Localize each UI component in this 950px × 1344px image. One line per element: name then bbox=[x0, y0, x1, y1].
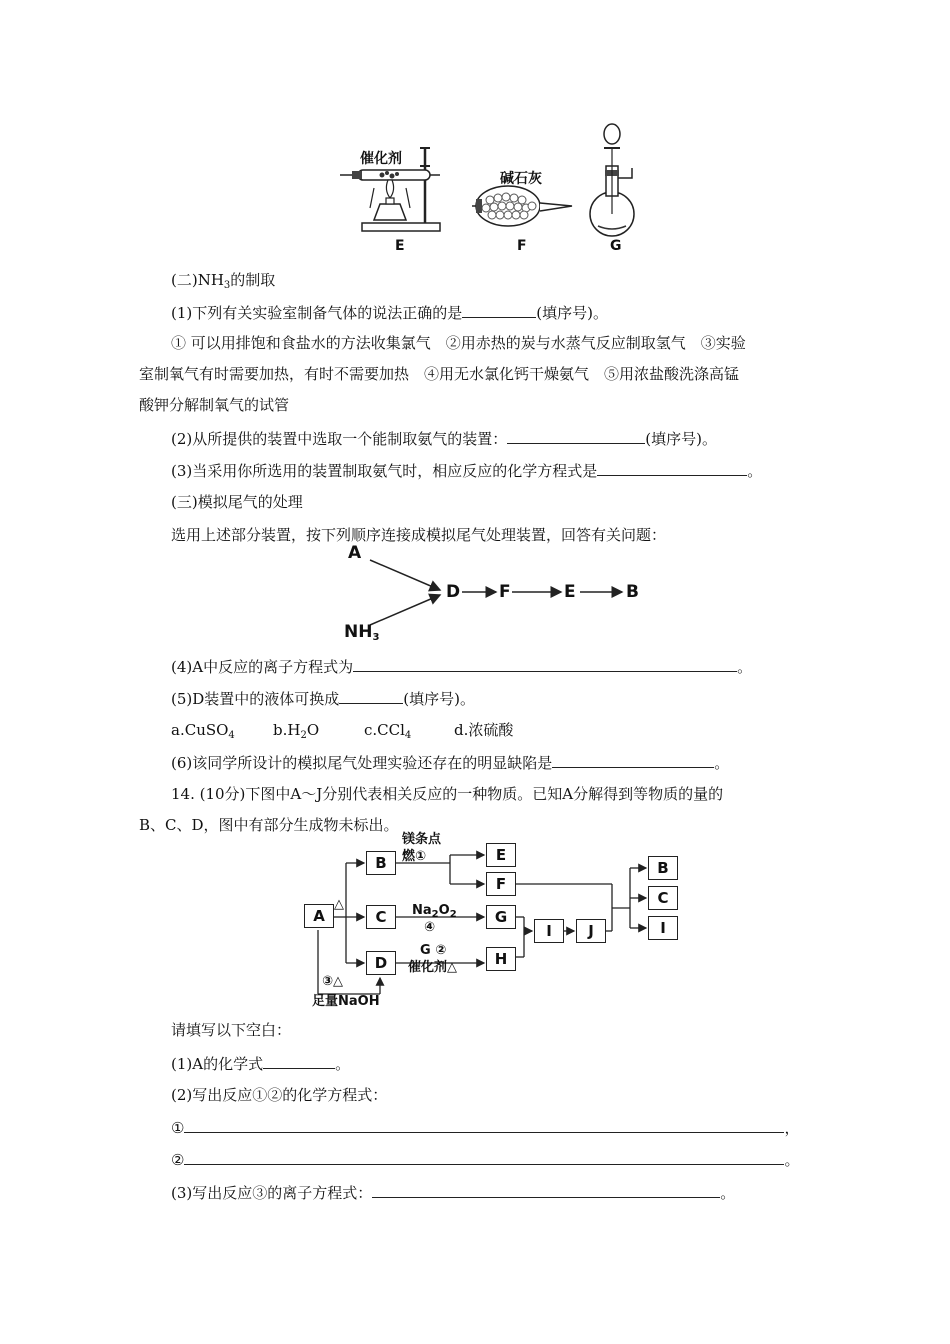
label-soda-lime: 碱石灰 bbox=[500, 171, 542, 187]
label-mg-burn-1: 镁条点 bbox=[402, 832, 442, 847]
q1-options-line2: 室制氧气有时需要加热，有时不需要加热 ④用无水氯化钙干燥氨气 ⑤用浓盐酸洗涤高锰 bbox=[139, 365, 740, 383]
q5-option-a: a.CuSO$_4$ bbox=[171, 721, 235, 741]
q5-option-d: d.浓硫酸 bbox=[454, 721, 514, 739]
section2-heading: (二)$NH_3$的制取 bbox=[171, 271, 276, 291]
q14-fill-instruction: 请填写以下空白： bbox=[171, 1021, 292, 1039]
answer-blank[interactable] bbox=[339, 688, 403, 704]
label-catalyst-heat: 催化剂△ bbox=[408, 960, 457, 975]
label-E: E bbox=[395, 238, 405, 254]
flow-node-E: E bbox=[564, 582, 576, 602]
answer-blank[interactable] bbox=[597, 460, 747, 476]
node-out-B: B bbox=[648, 856, 678, 880]
label-na2o2: $Na_2O_2$ bbox=[412, 903, 457, 920]
question-4: (4)A中反应的离子方程式为 。 bbox=[171, 658, 753, 676]
section3-heading: (三)模拟尾气的处理 bbox=[171, 493, 303, 511]
q14-part3: (3)写出反应③的离子方程式： 。 bbox=[171, 1184, 736, 1202]
node-C: C bbox=[366, 905, 396, 929]
label-mg-burn-2: 燃① bbox=[402, 849, 427, 864]
flow-diagram bbox=[340, 540, 660, 645]
q5-option-c: c.CCl$_4$ bbox=[364, 721, 412, 741]
question-3: (3)当采用你所选用的装置制取氨气时，相应反应的化学方程式是 。 bbox=[171, 462, 763, 480]
flow-node-NH3: $NH_3$ bbox=[344, 622, 380, 643]
node-B: B bbox=[366, 851, 396, 875]
node-G: G bbox=[486, 905, 516, 929]
label-3-heat: ③△ bbox=[322, 974, 344, 989]
q1-options-line3: 酸钾分解制氧气的试管 bbox=[139, 396, 290, 414]
answer-blank[interactable] bbox=[507, 428, 645, 444]
reaction-diagram bbox=[300, 830, 690, 1010]
q14-part2-eq1: ① ， bbox=[171, 1119, 800, 1137]
label-G: G bbox=[610, 238, 622, 254]
node-I: I bbox=[534, 919, 564, 943]
q14-line2: B、C、D，图中有部分生成物未标出。 bbox=[139, 816, 399, 834]
answer-blank[interactable] bbox=[263, 1053, 335, 1069]
node-D: D bbox=[366, 951, 396, 975]
q14-line1: 14. (10分)下图中A～J分别代表相关反应的一种物质。已知A分解得到等物质的量的 bbox=[171, 785, 724, 803]
flow-node-F: F bbox=[499, 582, 511, 602]
label-heat: △ bbox=[334, 897, 344, 912]
flow-node-A: A bbox=[348, 543, 362, 563]
node-out-I: I bbox=[648, 916, 678, 940]
question-2: (2)从所提供的装置中选取一个能制取氨气的装置： (填序号)。 bbox=[171, 430, 717, 448]
node-J: J bbox=[576, 919, 606, 943]
question-1: (1)下列有关实验室制备气体的说法正确的是 (填序号)。 bbox=[171, 304, 608, 322]
answer-blank[interactable] bbox=[353, 656, 737, 672]
label-4: ④ bbox=[424, 920, 436, 935]
question-5: (5)D装置中的液体可换成 (填序号)。 bbox=[171, 690, 475, 708]
label-catalyst: 催化剂 bbox=[360, 151, 402, 167]
node-F: F bbox=[486, 872, 516, 896]
node-out-C: C bbox=[648, 886, 678, 910]
flow-node-D: D bbox=[446, 582, 461, 602]
apparatus-drawing bbox=[340, 118, 640, 258]
label-naoh: 足量NaOH bbox=[312, 994, 380, 1009]
node-A: A bbox=[304, 904, 334, 928]
section3-intro: 选用上述部分装置，按下列顺序连接成模拟尾气处理装置，回答有关问题： bbox=[171, 526, 667, 544]
q1-options-line1: ① 可以用排饱和食盐水的方法收集氯气 ②用赤热的炭与水蒸气反应制取氢气 ③实验 bbox=[171, 334, 746, 352]
q14-part2: (2)写出反应①②的化学方程式： bbox=[171, 1086, 388, 1104]
node-H: H bbox=[486, 947, 516, 971]
label-g2: G ② bbox=[420, 943, 447, 958]
q14-part2-eq2: ② 。 bbox=[171, 1151, 800, 1169]
q5-option-b: $b.H_2O$ bbox=[273, 721, 320, 741]
question-6: (6)该同学所设计的模拟尾气处理实验还存在的明显缺陷是 。 bbox=[171, 754, 730, 772]
answer-blank[interactable] bbox=[552, 752, 714, 768]
answer-blank[interactable] bbox=[462, 302, 536, 318]
q14-part1: (1)A的化学式 。 bbox=[171, 1055, 351, 1073]
answer-blank[interactable] bbox=[184, 1149, 784, 1165]
answer-blank[interactable] bbox=[184, 1117, 784, 1133]
node-E: E bbox=[486, 843, 516, 867]
apparatus-figure bbox=[340, 118, 640, 258]
label-F: F bbox=[517, 238, 527, 254]
answer-blank[interactable] bbox=[372, 1182, 720, 1198]
flow-node-B: B bbox=[626, 582, 639, 602]
